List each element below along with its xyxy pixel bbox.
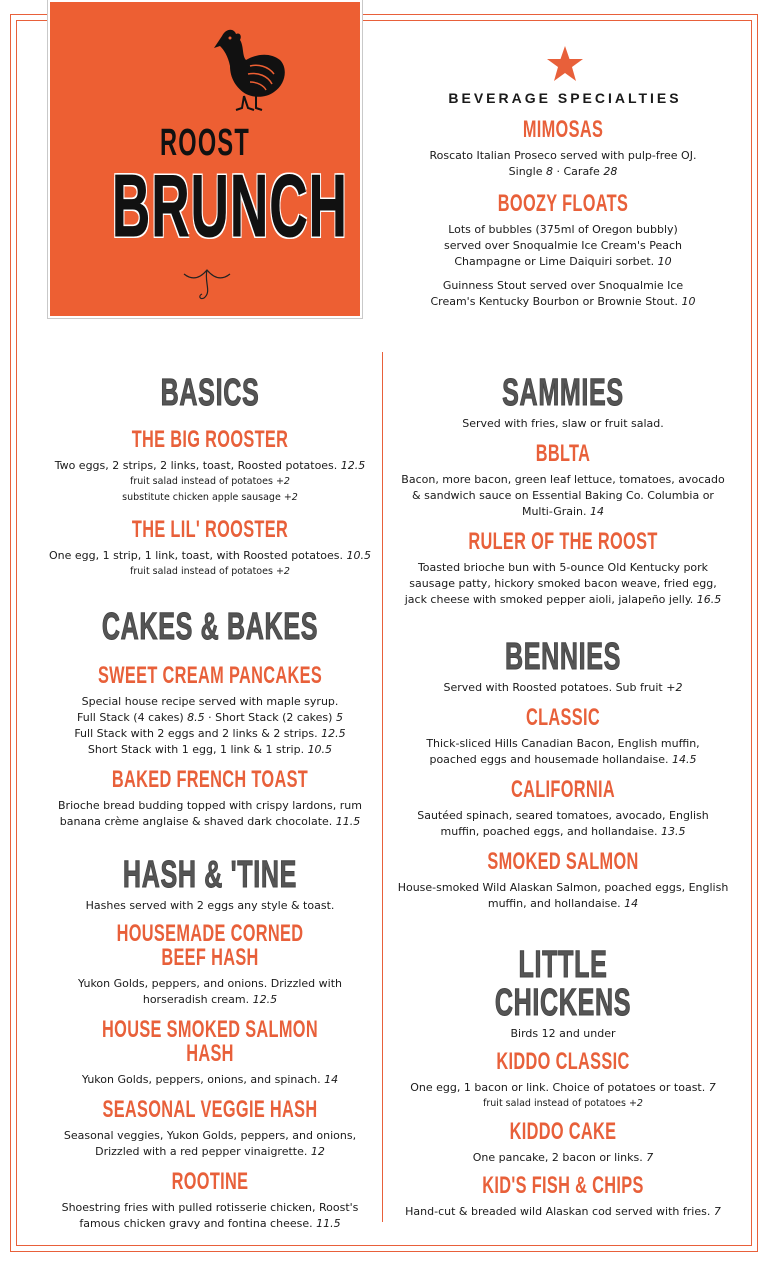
- smoked-salmon-title: SMOKED SALMON: [487, 848, 639, 875]
- kiddo-classic-title: KIDDO CLASSIC: [496, 1048, 630, 1075]
- bblta-l1: Bacon, more bacon, green leaf lettuce, tomatoes, avocado: [401, 473, 725, 486]
- rootine-l2: famous chicken gravy and fontina cheese. 11.5: [79, 1217, 341, 1230]
- kiddo-cake-l1: One pancake, 2 bacon or links. 7: [472, 1151, 654, 1164]
- fish-chips-title: KID'S FISH & CHIPS: [482, 1172, 644, 1199]
- pancakes-l4: Short Stack with 1 egg, 1 link & 1 strip. 10.5: [87, 743, 333, 756]
- classic-l2: poached eggs and housemade hollandaise. 14.5: [429, 753, 697, 766]
- bennies-subtitle: Served with Roosted potatoes. Sub fruit +2: [443, 681, 683, 694]
- brand-brunch: BRUNCH: [112, 156, 348, 255]
- smoked-salmon-l1: House-smoked Wild Alaskan Salmon, poached eggs, English: [397, 881, 729, 894]
- little-chickens-title: LITTLE CHICKENS: [494, 944, 632, 1024]
- big-rooster-opt-1: fruit salad instead of potatoes +2: [130, 476, 290, 487]
- french-toast-title: BAKED FRENCH TOAST: [111, 766, 309, 793]
- brand-roost: ROOST: [160, 122, 250, 164]
- hash-title: HASH & 'TINE: [122, 854, 298, 896]
- floats-desc-2: served over Snoqualmie Ice Cream's Peach: [443, 239, 683, 252]
- hash-subtitle: Hashes served with 2 eggs any style & toast.: [85, 899, 335, 912]
- ruler-title: RULER OF THE ROOST: [468, 528, 658, 555]
- pancakes-title: SWEET CREAM PANCAKES: [97, 662, 323, 689]
- lil-rooster-opt-1: fruit salad instead of potatoes +2: [130, 566, 290, 577]
- corned-beef-l1: Yukon Golds, peppers, and onions. Drizzled with: [78, 977, 342, 990]
- mimosas-prices: Single 8 · Carafe 28: [508, 165, 618, 178]
- french-toast-l1: Brioche bread budding topped with crispy lardons, rum: [58, 799, 362, 812]
- column-divider: [382, 352, 383, 1222]
- bblta-l3: Multi-Grain. 14: [521, 505, 605, 518]
- sammies-subtitle: Served with fries, slaw or fruit salad.: [462, 417, 664, 430]
- classic-title: CLASSIC: [525, 704, 601, 731]
- california-l2: muffin, poached eggs, and hollandaise. 13.5: [440, 825, 686, 838]
- ruler-l3: jack cheese with smoked pepper aioli, jalapeño jelly. 16.5: [404, 593, 722, 606]
- brand-panel: [48, 0, 362, 318]
- corned-beef-l2: horseradish cream. 12.5: [142, 993, 278, 1006]
- star-icon: [545, 44, 585, 84]
- corned-beef-title: HOUSEMADE CORNED BEEF HASH: [116, 920, 304, 971]
- salmon-hash-l1: Yukon Golds, peppers, onions, and spinach. 14: [81, 1073, 339, 1086]
- rootine-l1: Shoestring fries with pulled rotisserie chicken, Roost's: [61, 1201, 359, 1214]
- bennies-title: BENNIES: [504, 636, 622, 678]
- beverage-section: [394, 118, 732, 310]
- cakes-section: [40, 608, 380, 830]
- lil-rooster-desc: One egg, 1 strip, 1 link, toast, with Roosted potatoes. 10.5: [48, 549, 371, 562]
- ruler-l1: Toasted brioche bun with 5-ounce Old Kentucky pork: [417, 561, 709, 574]
- hash-section: [40, 856, 380, 1232]
- sammies-section: [394, 374, 732, 608]
- floats-desc-5: Cream's Kentucky Bourbon or Brownie Stout. 10: [430, 295, 696, 308]
- floats-desc-3: Champagne or Lime Daiquiri sorbet. 10: [454, 255, 672, 268]
- mimosas-title: MIMOSAS: [522, 116, 604, 143]
- bblta-title: BBLTA: [535, 440, 591, 467]
- veggie-hash-title: SEASONAL VEGGIE HASH: [102, 1096, 318, 1123]
- pancakes-l1: Special house recipe served with maple syrup.: [81, 695, 339, 708]
- basics-section: [40, 374, 380, 580]
- beverage-title: BEVERAGE SPECIALTIES: [448, 90, 682, 106]
- floats-desc-1: Lots of bubbles (375ml of Oregon bubbly): [448, 223, 678, 236]
- california-title: CALIFORNIA: [510, 776, 616, 803]
- floats-desc-4: Guinness Stout served over Snoqualmie Ice: [442, 279, 684, 292]
- cakes-title: CAKES & BAKES: [101, 606, 319, 648]
- kiddo-classic-l1: One egg, 1 bacon or link. Choice of potatoes or toast. 7: [410, 1081, 716, 1094]
- ruler-l2: sausage patty, hickory smoked bacon weave, fried egg,: [409, 577, 717, 590]
- mimosas-desc: Roscato Italian Proseco served with pulp-free OJ.: [429, 149, 697, 162]
- salmon-hash-title: HOUSE SMOKED SALMON HASH: [102, 1016, 318, 1067]
- sammies-title: SAMMIES: [502, 372, 624, 414]
- boozy-floats-title: BOOZY FLOATS: [497, 190, 629, 217]
- little-chickens-subtitle: Birds 12 and under: [510, 1027, 616, 1040]
- classic-l1: Thick-sliced Hills Canadian Bacon, English muffin,: [426, 737, 700, 750]
- veggie-hash-l1: Seasonal veggies, Yukon Golds, peppers, and onions,: [63, 1129, 357, 1142]
- bennies-section: [394, 638, 732, 912]
- big-rooster-title: THE BIG ROOSTER: [131, 426, 289, 453]
- pancakes-l3: Full Stack with 2 eggs and 2 links & 2 strips. 12.5: [74, 727, 346, 740]
- smoked-salmon-l2: muffin, and hollandaise. 14: [487, 897, 639, 910]
- flourish-ornament: [182, 268, 232, 302]
- basics-title: BASICS: [160, 372, 260, 414]
- french-toast-l2: banana crème anglaise & shaved dark chocolate. 11.5: [59, 815, 361, 828]
- kiddo-cake-title: KIDDO CAKE: [509, 1118, 617, 1145]
- bblta-l2: & sandwich sauce on Essential Baking Co. Columbia or: [412, 489, 714, 502]
- big-rooster-opt-2: substitute chicken apple sausage +2: [122, 492, 298, 503]
- rootine-title: ROOTINE: [171, 1168, 249, 1195]
- kiddo-classic-opt: fruit salad instead of potatoes +2: [483, 1098, 643, 1109]
- hen-icon: [210, 26, 290, 112]
- big-rooster-desc: Two eggs, 2 strips, 2 links, toast, Roosted potatoes. 12.5: [54, 459, 366, 472]
- lil-rooster-title: THE LIL' ROOSTER: [131, 516, 289, 543]
- fish-chips-l1: Hand-cut & breaded wild Alaskan cod served with fries. 7: [405, 1205, 721, 1218]
- veggie-hash-l2: Drizzled with a red pepper vinaigrette. 12: [95, 1145, 325, 1158]
- pancakes-l2: Full Stack (4 cakes) 8.5 · Short Stack (2 cakes) 5: [77, 711, 343, 724]
- little-chickens-section: [394, 946, 732, 1220]
- california-l1: Sautéed spinach, seared tomatoes, avocado, English: [417, 809, 709, 822]
